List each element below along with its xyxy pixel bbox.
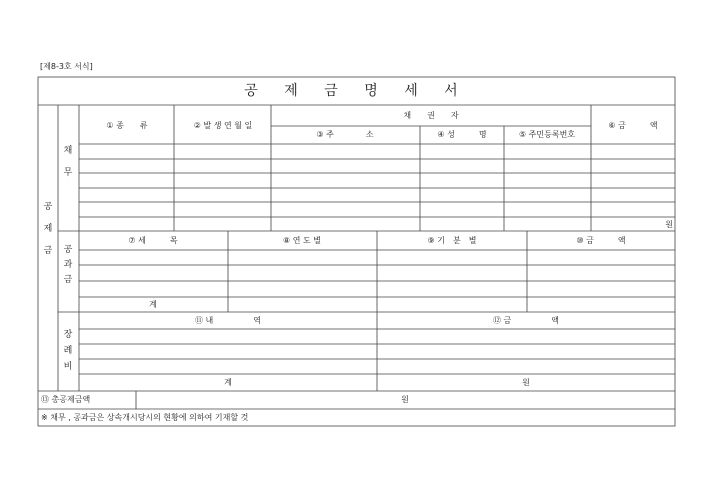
tax-total-label: 계 [149,300,157,309]
debt-col-address: ③ 주 소 [316,130,374,139]
side-label-funeral: 장 례 비 [63,330,73,372]
grand-total-label: ⑬ 총공제금액 [41,395,91,404]
debt-col-name: ④ 성 명 [437,130,487,139]
debt-unit: 원 [665,220,673,229]
tax-col-amount: ⑩ 금 액 [576,236,626,245]
funeral-col-detail: ⑪ 내 역 [195,316,261,325]
grand-total-unit: 원 [401,395,409,404]
form-number-label: [제8-3호 서식] [40,62,93,71]
tax-col-year: ⑧ 연 도 별 [283,236,321,245]
form-title: 공 제 금 명 세 서 [244,83,469,99]
side-label-deduction: 공 제 금 [43,202,53,256]
side-label-debt: 채 무 [63,146,73,178]
debt-col-date: ② 발 생 연 월 일 [193,121,253,130]
tax-col-class: ⑨ 기 분 별 [427,236,477,245]
debt-col-type: ① 종 류 [106,121,148,130]
tax-col-item: ⑦ 세 목 [128,236,178,245]
debt-col-id: ⑤ 주민등록번호 [518,130,576,139]
footnote: ※ 채무 , 공과금은 상속개시당시의 현황에 의하여 기재할 것 [41,413,249,422]
funeral-col-amount: ⑫ 금 액 [493,316,559,325]
side-label-tax: 공 과 금 [63,245,73,285]
debt-creditor-header: 채 권 자 [403,111,459,120]
funeral-total-label: 계 [224,378,232,387]
debt-col-amount: ⑥ 금 액 [608,121,658,130]
funeral-unit: 원 [522,378,530,387]
